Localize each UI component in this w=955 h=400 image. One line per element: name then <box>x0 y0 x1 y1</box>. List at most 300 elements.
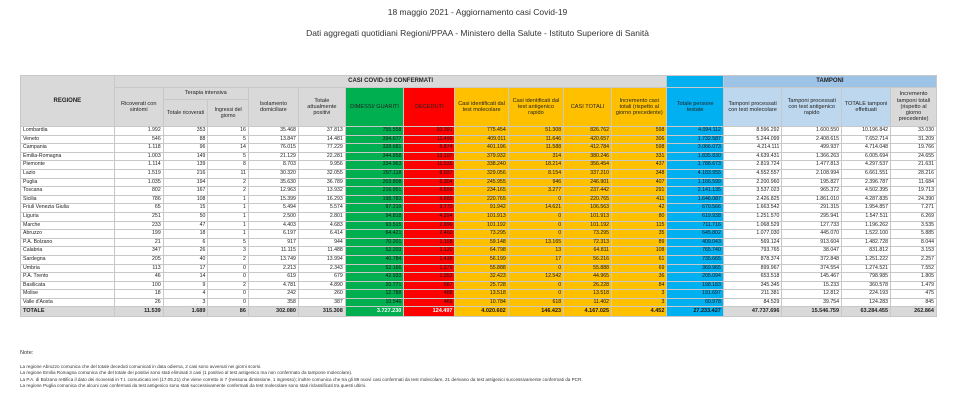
col-header-incremento-tamponi: Incremento tamponi totali (rispetto al giorno precedente) <box>891 88 937 127</box>
value-cell: 124.283 <box>842 298 891 307</box>
value-cell: 360.578 <box>842 281 891 290</box>
region-cell: Marche <box>21 221 115 230</box>
value-cell: 1.035 <box>114 178 163 187</box>
table-row <box>21 221 937 230</box>
value-cell: 3.535 <box>891 221 937 230</box>
value-cell: 2.819.724 <box>723 161 782 170</box>
value-cell: 5 <box>208 152 248 161</box>
value-cell: 569.124 <box>723 238 782 247</box>
table-row <box>21 127 937 136</box>
value-cell: 70.201 <box>345 238 404 247</box>
table-row <box>21 144 937 153</box>
table-row <box>21 238 937 247</box>
value-cell: 108 <box>612 247 667 256</box>
value-cell: 27.233.427 <box>667 307 723 317</box>
value-cell: 11.499 <box>404 135 455 144</box>
value-cell: 1.168 <box>404 238 455 247</box>
value-cell: 167 <box>163 187 208 196</box>
value-cell: 679 <box>298 273 345 282</box>
value-cell: 93.515 <box>345 221 404 230</box>
region-cell: Molise <box>21 290 115 299</box>
value-cell: 4 <box>163 290 208 299</box>
value-cell: 115 <box>612 221 667 230</box>
value-cell: 315.308 <box>298 307 345 317</box>
value-cell: 13 <box>508 247 563 256</box>
value-cell: 356.454 <box>564 161 612 170</box>
value-cell: 331 <box>612 152 667 161</box>
value-cell: 37.813 <box>298 127 345 136</box>
value-cell: 4.297.537 <box>842 161 891 170</box>
col-header-totale-positivi: Totale attualmente positivi <box>298 88 345 127</box>
region-cell: Umbria <box>21 264 115 273</box>
value-cell: 146.423 <box>508 307 563 317</box>
value-cell: 3 <box>612 298 667 307</box>
value-cell: 21.129 <box>248 152 298 161</box>
value-cell: 946 <box>508 178 563 187</box>
value-cell: 61 <box>612 255 667 264</box>
value-cell: 3.727.230 <box>345 307 404 317</box>
value-cell: 220.765 <box>455 195 508 204</box>
value-cell: 10.196.842 <box>842 127 891 136</box>
confirmed-cases-group-header: CASI COVID-19 CONFERMATI <box>114 76 667 88</box>
value-cell: 409.043 <box>667 238 723 247</box>
value-cell: 86 <box>208 307 248 317</box>
value-cell: 28.216 <box>891 169 937 178</box>
value-cell: 2.801 <box>298 212 345 221</box>
value-cell: 42.933 <box>345 273 404 282</box>
value-cell: 25.728 <box>455 281 508 290</box>
value-cell: 1.196.262 <box>842 221 891 230</box>
value-cell: 198.783 <box>345 195 404 204</box>
value-cell: 199 <box>114 230 163 239</box>
region-column-header: REGIONE <box>21 76 115 127</box>
value-cell: 445.070 <box>782 230 842 239</box>
table-group-header-row <box>21 76 937 88</box>
value-cell: 84 <box>612 281 667 290</box>
value-cell: 44.965 <box>564 273 612 282</box>
value-cell: 69 <box>612 264 667 273</box>
value-cell: 0 <box>208 264 248 273</box>
value-cell: 262.864 <box>891 307 937 317</box>
value-cell: 89 <box>612 238 667 247</box>
value-cell: 798.985 <box>842 273 891 282</box>
region-cell: Basilicata <box>21 281 115 290</box>
value-cell: 295.941 <box>782 212 842 221</box>
value-cell: 7.552 <box>891 264 937 273</box>
value-cell: 3.277 <box>508 187 563 196</box>
value-cell: 11.539 <box>114 307 163 317</box>
value-cell: 3.537.023 <box>723 187 782 196</box>
region-cell: Abruzzo <box>21 230 115 239</box>
value-cell: 488 <box>404 290 455 299</box>
value-cell: 11.402 <box>564 298 612 307</box>
value-cell: 20.771 <box>345 281 404 290</box>
value-cell: 358 <box>248 298 298 307</box>
value-cell: 1.600.550 <box>782 127 842 136</box>
value-cell: 65 <box>114 204 163 213</box>
value-cell: 30.320 <box>248 169 298 178</box>
value-cell: 2.141.135 <box>667 187 723 196</box>
value-cell: 1 <box>208 230 248 239</box>
value-cell: 353 <box>163 127 208 136</box>
value-cell: 347 <box>114 247 163 256</box>
value-cell: 735.665 <box>667 255 723 264</box>
value-cell: 24.655 <box>891 152 937 161</box>
value-cell: 9 <box>163 281 208 290</box>
value-cell: 4.183.955 <box>667 169 723 178</box>
value-cell: 4.452 <box>612 307 667 317</box>
value-cell: 38.047 <box>782 247 842 256</box>
value-cell: 711.716 <box>667 221 723 230</box>
col-header-casi-totali: CASI TOTALI <box>564 88 612 127</box>
note-line: La regione Emilia Romagna comunica che del totale dei positivi sono stati eliminati 3 casi (1 positivo al test antigenico ma non confermato da tampone molecolare). <box>20 370 353 376</box>
value-cell: 469 <box>404 298 455 307</box>
value-cell: 4.502.395 <box>842 187 891 196</box>
region-cell: Piemonte <box>21 161 115 170</box>
value-cell: 10.546 <box>345 298 404 307</box>
note-line: La regione Abruzzo comunica che del totale deceduti comunicati in data odierna, 2 casi sono avvenuti nei giorni scorsi. <box>20 364 262 370</box>
value-cell: 1.479 <box>891 281 937 290</box>
value-cell: 106.563 <box>564 204 612 213</box>
value-cell: 101.192 <box>564 221 612 230</box>
table-row <box>21 247 937 256</box>
value-cell: 64.798 <box>455 247 508 256</box>
value-cell: 13.994 <box>298 255 345 264</box>
table-row <box>21 152 937 161</box>
value-cell: 7.652.714 <box>842 135 891 144</box>
value-cell: 64.811 <box>564 247 612 256</box>
note-line: La P.A. di Bolzano rettifica il dato dei ricoverati in T.I. comunicato ieri (17.05.21) che viene corretto in 7 (nessuna dimissione, 1 ingresso); inoltre comunica che tra gli 89 nuovi casi confermati da test molecolare, 21 derivano da test antigenici successivamente confermati da PCR. <box>20 376 583 382</box>
value-cell: 63.284.455 <box>842 307 891 317</box>
value-cell: 826.762 <box>564 127 612 136</box>
value-cell: 80 <box>612 212 667 221</box>
value-cell: 6.269 <box>891 212 937 221</box>
value-cell: 64.421 <box>345 230 404 239</box>
value-cell: 216 <box>163 169 208 178</box>
value-cell: 216.951 <box>345 187 404 196</box>
value-cell: 242 <box>248 290 298 299</box>
value-cell: 1.689 <box>163 307 208 317</box>
value-cell: 2.108.994 <box>782 169 842 178</box>
value-cell: 1.251.570 <box>723 212 782 221</box>
value-cell: 12.963 <box>248 187 298 196</box>
value-cell: 18 <box>163 230 208 239</box>
value-cell: 21 <box>114 238 163 247</box>
covid-cases-table <box>20 75 937 317</box>
region-cell: Toscana <box>21 187 115 196</box>
value-cell: 567 <box>404 281 455 290</box>
region-cell: Calabria <box>21 247 115 256</box>
value-cell: 17 <box>508 255 563 264</box>
value-cell: 2.996 <box>404 221 455 230</box>
col-header-totale-tamponi: TOTALE tamponi effettuati <box>842 88 891 127</box>
value-cell: 11.535 <box>404 161 455 170</box>
value-cell: 1.522.100 <box>842 230 891 239</box>
value-cell: 1.118 <box>114 144 163 153</box>
value-cell: 73.295 <box>455 230 508 239</box>
region-cell: Valle d'Aosta <box>21 298 115 307</box>
value-cell: 5 <box>208 135 248 144</box>
value-cell: 76.015 <box>248 144 298 153</box>
value-cell: 260 <box>298 290 345 299</box>
value-cell: 1.547.511 <box>842 212 891 221</box>
value-cell: 211.381 <box>723 290 782 299</box>
table-row <box>21 290 937 299</box>
value-cell: 19.766 <box>891 144 937 153</box>
value-cell: 1.068.529 <box>723 221 782 230</box>
value-cell: 412.784 <box>564 144 612 153</box>
value-cell: 793.765 <box>723 247 782 256</box>
total-row <box>21 307 937 317</box>
value-cell: 1 <box>208 204 248 213</box>
value-cell: 1.788.673 <box>667 161 723 170</box>
value-cell: 101.913 <box>564 212 612 221</box>
persone-testate-top-header <box>667 76 723 88</box>
report-date-title: 18 maggio 2021 - Aggiornamento casi Covid-19 <box>387 7 568 17</box>
value-cell: 35.468 <box>248 127 298 136</box>
value-cell: 113 <box>114 264 163 273</box>
value-cell: 1.438 <box>404 255 455 264</box>
value-cell: 246.901 <box>564 178 612 187</box>
value-cell: 306 <box>612 135 667 144</box>
value-cell: 348 <box>612 169 667 178</box>
value-cell: 6.005.694 <box>842 152 891 161</box>
table-row <box>21 187 937 196</box>
value-cell: 598 <box>612 127 667 136</box>
value-cell: 36 <box>612 273 667 282</box>
value-cell: 224.193 <box>842 290 891 299</box>
value-cell: 0 <box>208 298 248 307</box>
value-cell: 11.488 <box>298 247 345 256</box>
value-cell: 32.055 <box>298 169 345 178</box>
value-cell: 6.661.551 <box>842 169 891 178</box>
notes-title: Note: <box>20 350 34 356</box>
col-header-tamponi-molecolare: Tamponi processati con test molecolare <box>723 88 782 127</box>
value-cell: 831.812 <box>842 247 891 256</box>
value-cell: 233 <box>114 221 163 230</box>
notes-section <box>20 350 940 389</box>
value-cell: 4.214.111 <box>723 144 782 153</box>
value-cell: 72.313 <box>564 238 612 247</box>
value-cell: 1.992 <box>114 127 163 136</box>
value-cell: 52.203 <box>345 247 404 256</box>
value-cell: 409.011 <box>455 135 508 144</box>
value-cell: 2.426.825 <box>723 195 782 204</box>
region-cell: Lazio <box>21 169 115 178</box>
value-cell: 0 <box>508 290 563 299</box>
value-cell: 1.646.087 <box>667 195 723 204</box>
value-cell: 205.094 <box>667 273 723 282</box>
value-cell: 11.684 <box>891 178 937 187</box>
tamponi-group-header: TAMPONI <box>723 76 936 88</box>
table-row <box>21 195 937 204</box>
value-cell: 2 <box>208 255 248 264</box>
table-subgroup-header-row <box>21 88 937 100</box>
table-body <box>21 76 937 317</box>
value-cell: 4.287.835 <box>842 195 891 204</box>
value-cell: 899.967 <box>723 264 782 273</box>
value-cell: 1 <box>208 221 248 230</box>
value-cell: 4.167.025 <box>564 307 612 317</box>
value-cell: 4.552.557 <box>723 169 782 178</box>
value-cell: 2.257 <box>891 255 937 264</box>
value-cell: 101.192 <box>455 221 508 230</box>
value-cell: 337.210 <box>564 169 612 178</box>
value-cell: 5 <box>208 238 248 247</box>
value-cell: 5.689 <box>404 195 455 204</box>
col-header-deceduti: DECEDUTI <box>404 88 455 127</box>
value-cell: 913.604 <box>782 238 842 247</box>
value-cell: 1.353 <box>404 273 455 282</box>
value-cell: 56.216 <box>564 255 612 264</box>
value-cell: 437 <box>612 161 667 170</box>
value-cell: 10.784 <box>455 298 508 307</box>
value-cell: 1.954.857 <box>842 204 891 213</box>
value-cell: 11.646 <box>508 135 563 144</box>
value-cell: 1.166.599 <box>667 178 723 187</box>
value-cell: 17 <box>163 264 208 273</box>
value-cell: 420.657 <box>564 135 612 144</box>
col-header-persone-testate: Totale persone testate <box>667 88 723 127</box>
table-row <box>21 212 937 221</box>
value-cell: 36.789 <box>298 178 345 187</box>
value-cell: 251 <box>114 212 163 221</box>
table-row <box>21 255 937 264</box>
value-cell: 145.467 <box>782 273 842 282</box>
value-cell: 0 <box>508 212 563 221</box>
value-cell: 4.714.048 <box>842 144 891 153</box>
value-cell: 755.558 <box>345 127 404 136</box>
value-cell: 56.199 <box>455 255 508 264</box>
value-cell: 374.554 <box>782 264 842 273</box>
value-cell: 18.214 <box>508 161 563 170</box>
value-cell: 0 <box>508 230 563 239</box>
value-cell: 35.630 <box>248 178 298 187</box>
value-cell: 3 <box>163 298 208 307</box>
value-cell: 345.345 <box>723 281 782 290</box>
value-cell: 302.080 <box>248 307 298 317</box>
value-cell: 1.519 <box>114 169 163 178</box>
value-cell: 328.681 <box>345 144 404 153</box>
value-cell: 19.713 <box>891 187 937 196</box>
value-cell: 878.374 <box>723 255 782 264</box>
value-cell: 12.542 <box>508 273 563 282</box>
region-cell: P.A. Bolzano <box>21 238 115 247</box>
value-cell: 42 <box>612 204 667 213</box>
table-row <box>21 135 937 144</box>
value-cell: 387 <box>298 298 345 307</box>
value-cell: 101.913 <box>455 212 508 221</box>
value-cell: 1.251.222 <box>842 255 891 264</box>
value-cell: 338.240 <box>455 161 508 170</box>
value-cell: 0 <box>208 290 248 299</box>
value-cell: 40.784 <box>345 255 404 264</box>
value-cell: 11 <box>208 169 248 178</box>
value-cell: 6.559 <box>404 187 455 196</box>
report-subtitle: Dati aggregati quotidiani Regioni/PPAA - Ministero della Salute - Istituto Superiore di Sanità <box>306 28 649 38</box>
value-cell: 47 <box>163 221 208 230</box>
value-cell: 8.703 <box>248 161 298 170</box>
value-cell: 1.114 <box>114 161 163 170</box>
value-cell: 15.233 <box>782 281 842 290</box>
value-cell: 2.213 <box>248 264 298 273</box>
value-cell: 4.639.431 <box>723 152 782 161</box>
value-cell: 39.754 <box>782 298 842 307</box>
value-cell: 245.955 <box>455 178 508 187</box>
value-cell: 845 <box>891 298 937 307</box>
value-cell: 334.963 <box>345 161 404 170</box>
col-header-isolamento: Isolamento domiciliare <box>248 88 298 127</box>
value-cell: 1.861.010 <box>782 195 842 204</box>
value-cell: 14.481 <box>298 135 345 144</box>
value-cell: 4.294 <box>404 212 455 221</box>
value-cell: 291 <box>612 187 667 196</box>
value-cell: 124.497 <box>404 307 455 317</box>
table-row <box>21 169 937 178</box>
value-cell: 2.396.787 <box>842 178 891 187</box>
value-cell: 11.115 <box>248 247 298 256</box>
value-cell: 59.148 <box>455 238 508 247</box>
value-cell: 1.835.830 <box>667 152 723 161</box>
value-cell: 26.228 <box>564 281 612 290</box>
value-cell: 645.802 <box>667 230 723 239</box>
value-cell: 91.942 <box>455 204 508 213</box>
value-cell: 0 <box>208 273 248 282</box>
region-cell: Liguria <box>21 212 115 221</box>
value-cell: 5.885 <box>891 230 937 239</box>
value-cell: 2 <box>208 178 248 187</box>
value-cell: 15 <box>163 204 208 213</box>
value-cell: 965.372 <box>782 187 842 196</box>
value-cell: 2.200.960 <box>723 178 782 187</box>
value-cell: 407 <box>612 178 667 187</box>
value-cell: 108 <box>163 195 208 204</box>
value-cell: 13.518 <box>455 290 508 299</box>
value-cell: 5.244.099 <box>723 135 782 144</box>
value-cell: 499.937 <box>782 144 842 153</box>
value-cell: 775.454 <box>455 127 508 136</box>
value-cell: 14 <box>163 273 208 282</box>
value-cell: 7.271 <box>891 204 937 213</box>
value-cell: 1.482.728 <box>842 238 891 247</box>
value-cell: 329.056 <box>455 169 508 178</box>
value-cell: 917 <box>248 238 298 247</box>
table-row <box>21 161 937 170</box>
value-cell: 394.677 <box>345 135 404 144</box>
value-cell: 22.281 <box>298 152 345 161</box>
value-cell: 3 <box>612 290 667 299</box>
value-cell: 291.315 <box>782 204 842 213</box>
region-cell: Puglia <box>21 178 115 187</box>
value-cell: 372.848 <box>782 255 842 264</box>
value-cell: 2.500 <box>248 212 298 221</box>
value-cell: 26 <box>114 298 163 307</box>
value-cell: 94.818 <box>345 212 404 221</box>
value-cell: 50 <box>163 212 208 221</box>
value-cell: 670.566 <box>667 204 723 213</box>
region-cell: Campania <box>21 144 115 153</box>
value-cell: 3 <box>208 247 248 256</box>
value-cell: 0 <box>508 281 563 290</box>
table-row <box>21 281 937 290</box>
value-cell: 77.229 <box>298 144 345 153</box>
col-header-dimessi-guariti: DIMESSI/ GUARITI <box>345 88 404 127</box>
value-cell: 15.399 <box>248 195 298 204</box>
value-cell: 26 <box>163 247 208 256</box>
value-cell: 14.621 <box>508 204 563 213</box>
value-cell: 1.805 <box>891 273 937 282</box>
region-cell: Lombardia <box>21 127 115 136</box>
